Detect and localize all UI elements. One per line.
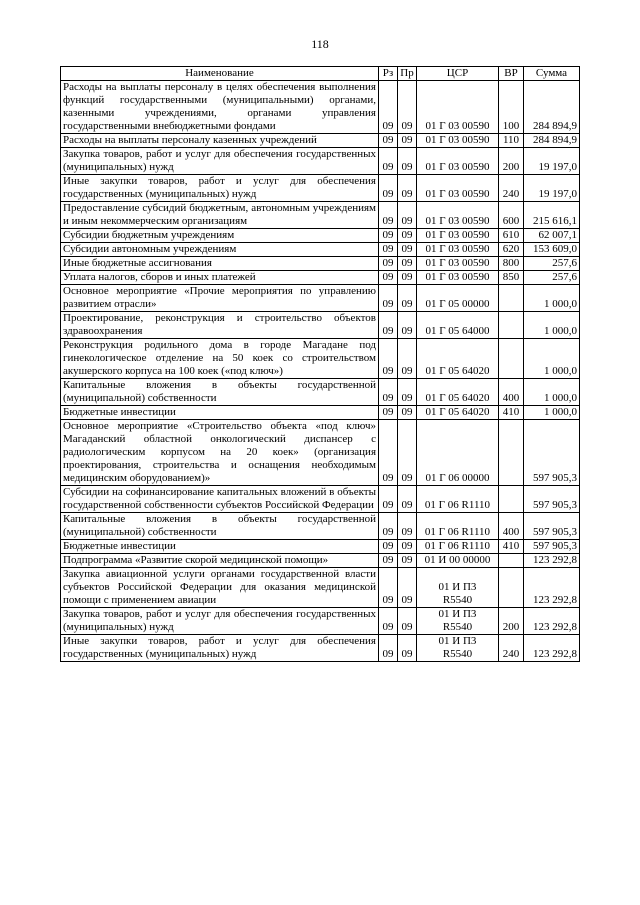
row-csr: 01 Г 03 00590	[417, 148, 499, 175]
row-vr: 400	[499, 379, 524, 406]
row-csr: 01 Г 03 00590	[417, 243, 499, 257]
row-rz: 09	[379, 81, 398, 134]
table-row	[61, 339, 580, 379]
row-rz: 09	[379, 635, 398, 662]
row-name: Основное мероприятие «Строительство объекта «под ключ» Магаданский областной онкологический диспансер с радиологическим корпусом на 20 коек» (организация проектирования, строительства и оснащения необходимым медицинским оборудованием)»	[61, 420, 379, 486]
row-name: Иные закупки товаров, работ и услуг для обеспечения государственных (муниципальных) нужд	[61, 635, 379, 662]
table-row	[61, 148, 580, 175]
row-vr: 200	[499, 148, 524, 175]
row-pr: 09	[398, 148, 417, 175]
header-pr: Пр	[398, 67, 417, 81]
row-vr: 100	[499, 81, 524, 134]
row-sum: 153 609,0	[524, 243, 580, 257]
row-rz: 09	[379, 175, 398, 202]
row-vr	[499, 554, 524, 568]
table-body	[61, 81, 580, 662]
row-rz: 09	[379, 568, 398, 608]
row-sum: 597 905,3	[524, 513, 580, 540]
row-vr: 800	[499, 257, 524, 271]
row-csr: 01 И П3 R5540	[417, 568, 499, 608]
row-vr	[499, 568, 524, 608]
header-name: Наименование	[61, 67, 379, 81]
table-row	[61, 202, 580, 229]
row-sum: 284 894,9	[524, 134, 580, 148]
row-name: Субсидии бюджетным учреждениям	[61, 229, 379, 243]
table-row	[61, 285, 580, 312]
row-pr: 09	[398, 202, 417, 229]
table-row	[61, 608, 580, 635]
row-name: Иные закупки товаров, работ и услуг для обеспечения государственных (муниципальных) нужд	[61, 175, 379, 202]
row-csr: 01 Г 06 00000	[417, 420, 499, 486]
row-rz: 09	[379, 148, 398, 175]
row-rz: 09	[379, 134, 398, 148]
table-row	[61, 243, 580, 257]
table-header-row	[61, 67, 580, 81]
row-vr	[499, 285, 524, 312]
row-pr: 09	[398, 513, 417, 540]
row-csr: 01 Г 03 00590	[417, 257, 499, 271]
row-sum: 257,6	[524, 271, 580, 285]
row-csr: 01 Г 03 00590	[417, 134, 499, 148]
row-sum: 123 292,8	[524, 635, 580, 662]
row-vr: 110	[499, 134, 524, 148]
row-pr: 09	[398, 81, 417, 134]
row-rz: 09	[379, 608, 398, 635]
row-rz: 09	[379, 243, 398, 257]
row-name: Закупка товаров, работ и услуг для обеспечения государственных (муниципальных) нужд	[61, 148, 379, 175]
row-pr: 09	[398, 257, 417, 271]
row-name: Субсидии на софинансирование капитальных вложений в объекты государственной собственности субъектов Российской Федерации	[61, 486, 379, 513]
table-row	[61, 312, 580, 339]
row-name: Подпрограмма «Развитие скорой медицинской помощи»	[61, 554, 379, 568]
row-sum: 1 000,0	[524, 379, 580, 406]
row-rz: 09	[379, 312, 398, 339]
row-rz: 09	[379, 379, 398, 406]
row-name: Расходы на выплаты персоналу в целях обеспечения выполнения функций государственными (муниципальными) органами, казенными учреждениями, органами управления государственными внебюджетными фондами	[61, 81, 379, 134]
header-rz: Рз	[379, 67, 398, 81]
row-sum: 1 000,0	[524, 406, 580, 420]
row-vr	[499, 312, 524, 339]
row-sum: 123 292,8	[524, 554, 580, 568]
row-sum: 62 007,1	[524, 229, 580, 243]
table-row	[61, 635, 580, 662]
row-csr: 01 И П3 R5540	[417, 635, 499, 662]
row-name: Капитальные вложения в объекты государственной (муниципальной) собственности	[61, 379, 379, 406]
row-pr: 09	[398, 540, 417, 554]
row-csr: 01 Г 03 00590	[417, 229, 499, 243]
row-rz: 09	[379, 406, 398, 420]
row-sum: 257,6	[524, 257, 580, 271]
row-name: Бюджетные инвестиции	[61, 540, 379, 554]
row-pr: 09	[398, 379, 417, 406]
row-csr: 01 Г 05 64020	[417, 379, 499, 406]
table-row	[61, 568, 580, 608]
row-csr: 01 Г 06 R1110	[417, 486, 499, 513]
row-csr: 01 Г 05 64020	[417, 339, 499, 379]
row-csr: 01 Г 03 00590	[417, 271, 499, 285]
row-sum: 215 616,1	[524, 202, 580, 229]
row-vr: 200	[499, 608, 524, 635]
row-csr: 01 Г 03 00590	[417, 175, 499, 202]
row-csr: 01 Г 06 R1110	[417, 540, 499, 554]
row-pr: 09	[398, 554, 417, 568]
row-vr: 600	[499, 202, 524, 229]
row-name: Расходы на выплаты персоналу казенных учреждений	[61, 134, 379, 148]
table-row	[61, 257, 580, 271]
row-sum: 1 000,0	[524, 285, 580, 312]
row-pr: 09	[398, 420, 417, 486]
table-row	[61, 175, 580, 202]
row-csr: 01 Г 05 00000	[417, 285, 499, 312]
row-pr: 09	[398, 608, 417, 635]
row-csr: 01 И П3 R5540	[417, 608, 499, 635]
budget-table	[60, 66, 580, 662]
header-sum: Сумма	[524, 67, 580, 81]
row-rz: 09	[379, 202, 398, 229]
row-sum: 1 000,0	[524, 312, 580, 339]
header-csr: ЦСР	[417, 67, 499, 81]
row-rz: 09	[379, 554, 398, 568]
page-number: 118	[311, 37, 329, 51]
row-rz: 09	[379, 285, 398, 312]
row-name: Предоставление субсидий бюджетным, автономным учреждениям и иным некоммерческим организациям	[61, 202, 379, 229]
row-csr: 01 Г 05 64020	[417, 406, 499, 420]
row-rz: 09	[379, 229, 398, 243]
row-rz: 09	[379, 271, 398, 285]
row-sum: 284 894,9	[524, 81, 580, 134]
row-name: Иные бюджетные ассигнования	[61, 257, 379, 271]
row-vr: 240	[499, 175, 524, 202]
table-row	[61, 420, 580, 486]
table-row	[61, 513, 580, 540]
row-vr	[499, 339, 524, 379]
row-pr: 09	[398, 175, 417, 202]
row-csr: 01 Г 03 00590	[417, 81, 499, 134]
row-vr: 610	[499, 229, 524, 243]
row-pr: 09	[398, 312, 417, 339]
row-sum: 19 197,0	[524, 148, 580, 175]
row-pr: 09	[398, 635, 417, 662]
table-row	[61, 554, 580, 568]
row-pr: 09	[398, 229, 417, 243]
row-csr: 01 Г 05 64000	[417, 312, 499, 339]
row-sum: 597 905,3	[524, 420, 580, 486]
row-pr: 09	[398, 271, 417, 285]
row-sum: 597 905,3	[524, 486, 580, 513]
table-row	[61, 406, 580, 420]
row-name: Субсидии автономным учреждениям	[61, 243, 379, 257]
row-vr	[499, 486, 524, 513]
row-vr: 400	[499, 513, 524, 540]
row-pr: 09	[398, 568, 417, 608]
row-rz: 09	[379, 339, 398, 379]
row-vr: 410	[499, 406, 524, 420]
row-pr: 09	[398, 406, 417, 420]
row-vr: 410	[499, 540, 524, 554]
row-pr: 09	[398, 285, 417, 312]
row-vr: 240	[499, 635, 524, 662]
row-pr: 09	[398, 486, 417, 513]
row-csr: 01 Г 06 R1110	[417, 513, 499, 540]
row-pr: 09	[398, 134, 417, 148]
row-name: Бюджетные инвестиции	[61, 406, 379, 420]
row-csr: 01 И 00 00000	[417, 554, 499, 568]
row-pr: 09	[398, 243, 417, 257]
row-vr: 850	[499, 271, 524, 285]
row-vr	[499, 420, 524, 486]
row-rz: 09	[379, 257, 398, 271]
table-row	[61, 229, 580, 243]
row-name: Закупка товаров, работ и услуг для обеспечения государственных (муниципальных) нужд	[61, 608, 379, 635]
row-rz: 09	[379, 486, 398, 513]
row-name: Проектирование, реконструкция и строительство объектов здравоохранения	[61, 312, 379, 339]
row-name: Капитальные вложения в объекты государственной (муниципальной) собственности	[61, 513, 379, 540]
row-name: Реконструкция родильного дома в городе Магадане под гинекологическое отделение на 50 коек со строительством акушерского корпуса на 100 коек («под ключ»)	[61, 339, 379, 379]
row-vr: 620	[499, 243, 524, 257]
header-vr: ВР	[499, 67, 524, 81]
table-row	[61, 81, 580, 134]
row-name: Закупка авиационной услуги органами государственной власти субъектов Российской Федерации для оказания медицинской помощи с применением авиации	[61, 568, 379, 608]
row-name: Уплата налогов, сборов и иных платежей	[61, 271, 379, 285]
row-sum: 123 292,8	[524, 608, 580, 635]
row-sum: 123 292,8	[524, 568, 580, 608]
row-rz: 09	[379, 420, 398, 486]
row-sum: 1 000,0	[524, 339, 580, 379]
table-row	[61, 134, 580, 148]
row-pr: 09	[398, 339, 417, 379]
row-sum: 19 197,0	[524, 175, 580, 202]
table-row	[61, 540, 580, 554]
table-row	[61, 486, 580, 513]
row-name: Основное мероприятие «Прочие мероприятия по управлению развитием отрасли»	[61, 285, 379, 312]
table-row	[61, 379, 580, 406]
row-csr: 01 Г 03 00590	[417, 202, 499, 229]
table-row	[61, 271, 580, 285]
row-sum: 597 905,3	[524, 540, 580, 554]
row-rz: 09	[379, 540, 398, 554]
row-rz: 09	[379, 513, 398, 540]
